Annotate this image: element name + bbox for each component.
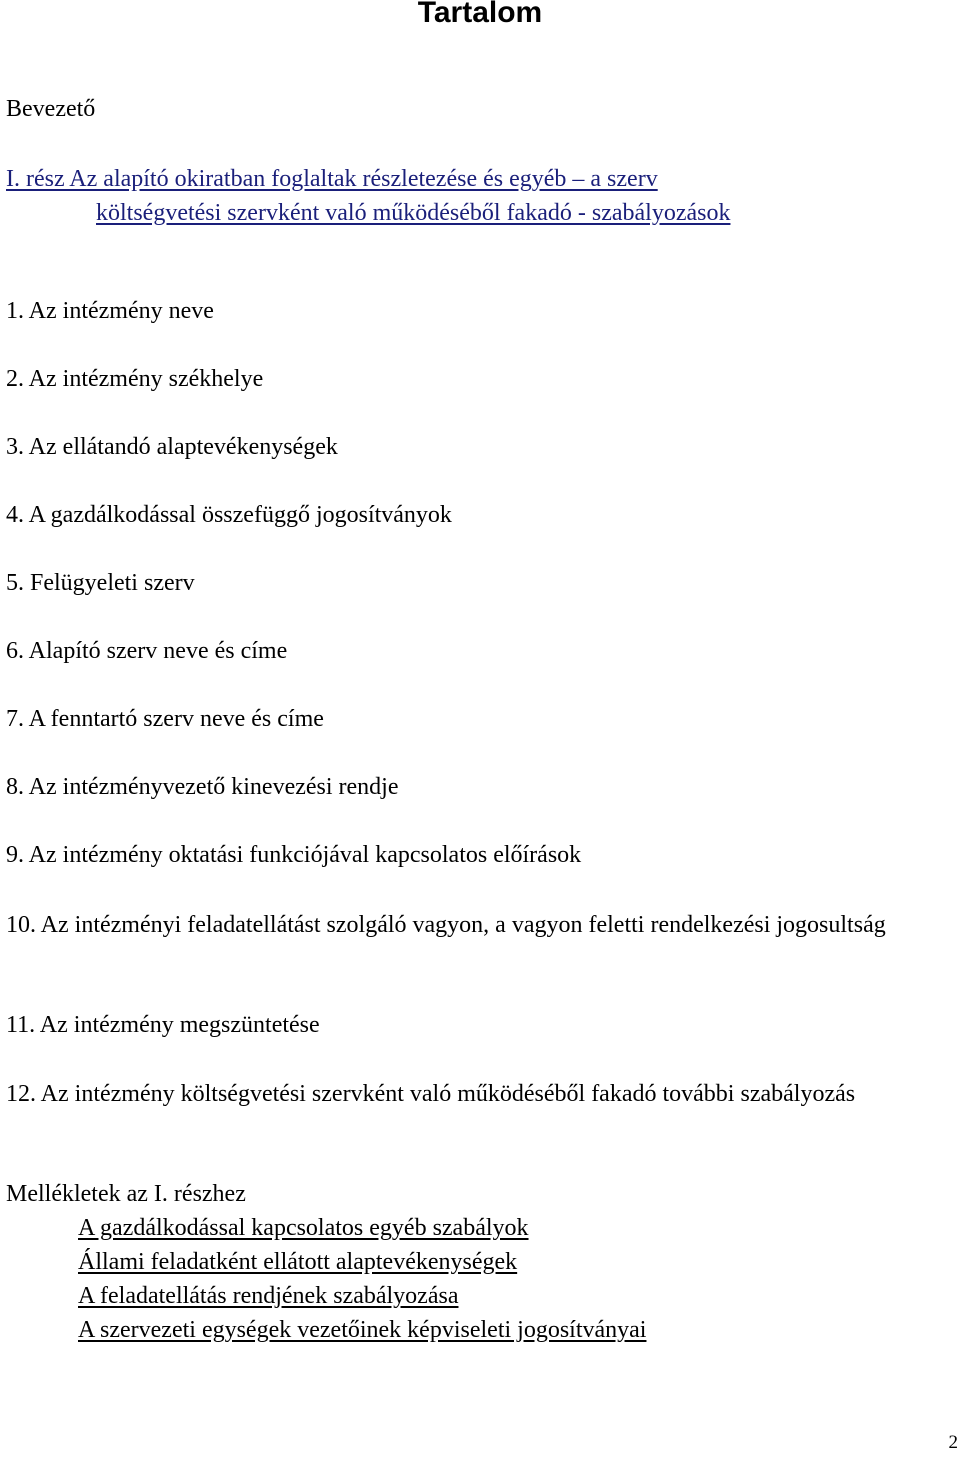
- toc-item-9[interactable]: 9. Az intézmény oktatási funkciójával kapcsolatos előírások: [6, 842, 582, 868]
- toc-item-10[interactable]: 10. Az intézményi feladatellátást szolgáló vagyon, a vagyon feletti rendelkezési jogosultság: [6, 912, 886, 938]
- annex-item-2[interactable]: Állami feladatként ellátott alaptevékenységek: [78, 1249, 518, 1275]
- annex-item-3[interactable]: A feladatellátás rendjének szabályozása: [78, 1283, 459, 1309]
- toc-intro[interactable]: Bevezető: [6, 96, 96, 122]
- annex-item-4[interactable]: A szervezeti egységek vezetőinek képviseleti jogosítványai: [78, 1317, 647, 1343]
- page-number: 2: [948, 1432, 958, 1453]
- toc-part-1[interactable]: [6, 162, 730, 230]
- page-title: Tartalom: [417, 0, 543, 29]
- toc-item-3[interactable]: 3. Az ellátandó alaptevékenységek: [6, 434, 338, 460]
- toc-item-2[interactable]: 2. Az intézmény székhelye: [6, 366, 264, 392]
- toc-item-11[interactable]: 11. Az intézmény megszüntetése: [6, 1012, 320, 1038]
- toc-item-1[interactable]: 1. Az intézmény neve: [6, 298, 214, 324]
- toc-part-1-line-2: költségvetési szervként való működéséből fakadó - szabályozások: [96, 200, 731, 226]
- toc-part-1-line-1: I. rész Az alapító okiratban foglaltak részletezése és egyéb – a szerv: [6, 166, 658, 192]
- toc-item-8[interactable]: 8. Az intézményvezető kinevezési rendje: [6, 774, 399, 800]
- toc-item-6[interactable]: 6. Alapító szerv neve és címe: [6, 638, 288, 664]
- toc-item-5[interactable]: 5. Felügyeleti szerv: [6, 570, 195, 596]
- annex-heading: Mellékletek az I. részhez: [6, 1181, 246, 1207]
- annex-item-1[interactable]: A gazdálkodással kapcsolatos egyéb szabályok: [78, 1215, 529, 1241]
- toc-item-4[interactable]: 4. A gazdálkodással összefüggő jogosítványok: [6, 502, 452, 528]
- toc-item-12[interactable]: 12. Az intézmény költségvetési szervként való működéséből fakadó további szabályozás: [6, 1081, 856, 1107]
- toc-item-7[interactable]: 7. A fenntartó szerv neve és címe: [6, 706, 324, 732]
